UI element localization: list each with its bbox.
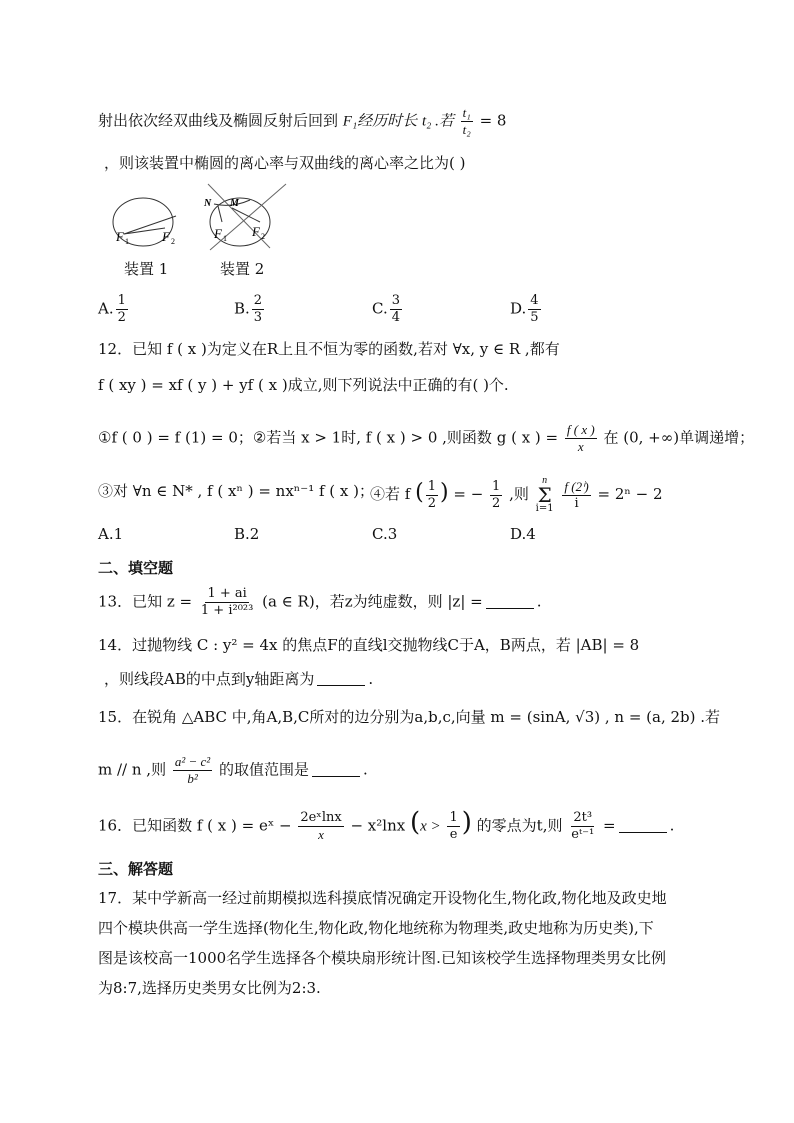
q11-ratio-fraction: $\frac{\text{t₁}}{\text{t₂}}$: [462, 105, 471, 137]
q17-line: 为8:7,选择历史类男女比例为2:3.: [98, 979, 321, 997]
q16-answer-blank[interactable]: [619, 832, 667, 833]
q14-line1: 14．过抛物线 C : y² = 4x 的焦点F的直线l交抛物线C于A，B两点，若 |AB| = 8: [98, 636, 640, 654]
device1-label-f2: F: [162, 229, 170, 244]
q17-line: 17．某中学新高一经过前期模拟选科摸底情况确定开设物化生,物化政,物化地及政史地: [98, 889, 667, 907]
svg-text:2: 2: [261, 232, 265, 241]
q11-text-c: t₂ .若: [421, 113, 454, 130]
device2-label-m: M: [230, 198, 239, 209]
q12-option-d[interactable]: D.4: [510, 525, 536, 543]
q11-device-figures: [110, 178, 300, 254]
q13-answer-blank[interactable]: [486, 608, 534, 609]
device1-ray2: [124, 228, 165, 234]
section-solution-heading: 三、解答题: [98, 860, 174, 878]
q12-statement-1-2: ①f ( 0 ) = f (1) = 0；②若当 x > 1时, f ( x ) > 0 ,则函数 g ( x ) = $\frac{f ( x )}{x}$ 在 (0, +∞)单调递增；: [98, 422, 755, 454]
q11-option-b[interactable]: B. $\frac{2}{3}$: [234, 293, 263, 325]
section-fill-in-heading: 二、填空题: [98, 559, 174, 577]
q17-paragraph: [98, 883, 698, 1003]
q12-option-c[interactable]: C.3: [372, 525, 398, 543]
q16: 16．已知函数 f ( x ) = eˣ − $\frac{\text{2eˣlnx}}{x}$ − x²lnx (x > $\frac{1}{e}$ ) 的零点为t,则 $\frac{\text{2t³}}{\text{eᵗ⁻¹}}$ = .: [98, 807, 675, 842]
q15-line2: m // n ,则 $\frac{\text{a² − c²}}{\text{b²}}$ 的取值范围是 .: [98, 754, 368, 786]
q11-text-d: = 8: [479, 111, 507, 130]
svg-text:2: 2: [171, 237, 175, 246]
svg-text:1: 1: [125, 237, 129, 246]
q15-line1: 15．在锐角 △ABC 中,角A,B,C所对的边分别为a,b,c,向量 m = (sinA, √3) , n = (a, 2b) .若: [98, 708, 721, 726]
q12-line2: f ( xy ) = xf ( y ) + yf ( x )成立,则下列说法中正确的有( )个.: [98, 376, 509, 394]
q11-text-a: 射出依次经双曲线及椭圆反射后回到: [98, 111, 339, 130]
q12-line1: 12．已知 f ( x )为定义在R上且不恒为零的函数,若对 ∀x, y ∈ R ,都有: [98, 340, 560, 358]
q12-option-a[interactable]: A.1: [98, 525, 124, 543]
q11-option-c[interactable]: C. $\frac{3}{4}$: [372, 293, 400, 325]
q12-statement-4: ④若 f ( $\frac{1}{2}$ ) = − $\frac{1}{2}$ ,则 n Σ i=1 $\frac{\text{f (2ⁱ)}}{i}$ = 2ⁿ − 2: [370, 475, 663, 514]
q11-option-a[interactable]: A. $\frac{1}{2}$: [98, 293, 126, 325]
fig1-caption: 装置 1: [124, 260, 169, 278]
q11-option-d[interactable]: D. $\frac{4}{5}$: [510, 293, 539, 325]
device1-label-f1: F: [116, 229, 124, 244]
q11-line1: [98, 105, 506, 138]
svg-text:1: 1: [223, 234, 227, 243]
q14-answer-blank[interactable]: [317, 685, 365, 686]
q11-text-b: F₁经历时长: [342, 113, 418, 130]
q12-option-b[interactable]: B.2: [234, 525, 260, 543]
q17-line: 四个模块供高一学生选择(物化生,物化政,物化地统称为物理类,政史地称为历史类),下: [98, 919, 654, 937]
q12-statement-3: ③对 ∀n ∈ N* , f ( xⁿ ) = nxⁿ⁻¹ f ( x )；: [98, 482, 374, 500]
fig2-caption: 装置 2: [220, 260, 265, 278]
q11-line2: ，则该装置中椭圆的离心率与双曲线的离心率之比为( ): [104, 154, 466, 172]
device2-label-f2: F: [252, 224, 260, 239]
q14-line2: ，则线段AB的中点到y轴距离为 .: [104, 670, 374, 688]
q17-line: 图是该校高一1000名学生选择各个模块扇形统计图.已知该校学生选择物理类男女比例: [98, 949, 666, 967]
device2-label-f1: F: [214, 226, 222, 241]
sum-symbol: n Σ i=1: [535, 475, 554, 514]
q13: 13．已知 z = $\frac{1 + ai}{\text{1 + i²⁰²³}}$ (a ∈ R)，若z为纯虚数，则 |z| = .: [98, 586, 542, 618]
device2-label-n: N: [204, 198, 212, 209]
q15-answer-blank[interactable]: [312, 776, 360, 777]
